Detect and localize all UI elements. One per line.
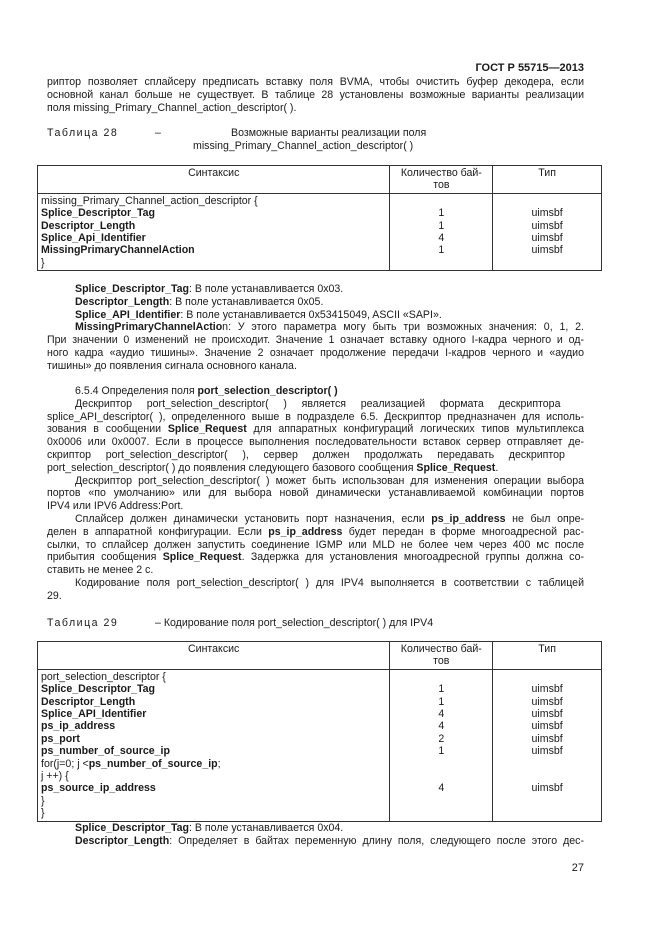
text-line: тишины» до появления сигнала основного канала. (47, 359, 297, 372)
bytes-value: 1 (438, 683, 445, 696)
type-value: uimsbf (531, 732, 563, 745)
syntax-line: Descriptor_Length (41, 219, 136, 232)
text-line: ного кадра «аудио тишины». Значение 2 означает продолжение передачи I-кадров черного и «аудио (47, 346, 584, 359)
page-number: 27 (571, 862, 584, 874)
syntax-run: ps_number_of_source_ip (88, 757, 218, 770)
header-type: Тип (493, 166, 602, 194)
text-line: IPV4 или IPV6 Address:Port. (47, 500, 184, 513)
term: Splice_API_Identifier (75, 308, 181, 321)
text-line: При значении 0 изменений не происходит. Значение 1 означает вставку одного I-кадра черного и од- (47, 334, 584, 347)
bytes-value: 1 (438, 207, 445, 220)
desc-length (47, 296, 584, 309)
term: Splice_Descriptor_Tag (75, 822, 190, 834)
syntax-cell (38, 669, 390, 821)
bytes-value: 4 (438, 782, 445, 795)
header-type: Тип (493, 642, 602, 670)
syntax-cell (38, 193, 390, 270)
syntax-line: port_selection_descriptor { (41, 670, 166, 683)
syntax-line: missing_Primary_Channel_action_descriptor { (41, 194, 258, 207)
bytes-value: 4 (438, 720, 445, 733)
syntax-line: } (41, 794, 45, 807)
syntax-line: Splice_Descriptor_Tag (41, 683, 156, 696)
bytes-value: 1 (438, 745, 445, 758)
syntax-run: ; (217, 757, 221, 770)
bytes-value: 2 (438, 732, 445, 745)
text-run: . (495, 461, 499, 474)
text-line (47, 462, 584, 475)
term: Splice_Request (162, 551, 242, 564)
heading-term: port_selection_descriptor( ) (197, 385, 338, 397)
syntax-line: ps_ip_address (41, 720, 116, 733)
term: ps_ip_address (268, 525, 343, 538)
definition: : В поле устанавливается 0x03. (189, 283, 344, 295)
bytes-value (393, 770, 489, 782)
text-line: 0x0006 или 0x0007. Если в процессе выполнения последовательности вставок сервер отправляет де- (47, 436, 584, 449)
text-line: Кодирование поля port_selection_descriptor( ) для IPV4 выполняется в соответствии с таблицей (75, 576, 584, 589)
syntax-line: Splice_API_Identifier (41, 708, 147, 721)
table-header-row (38, 642, 602, 670)
term: Descriptor_Length (75, 295, 170, 308)
text-run: не был опре- (505, 512, 585, 525)
text-run: зования в сообщении (47, 423, 168, 436)
table-29 (37, 641, 602, 822)
bytes-value (393, 758, 489, 770)
intro-paragraph (47, 76, 584, 114)
syntax-line: Splice_Descriptor_Tag (41, 207, 156, 220)
document-id: ГОСТ Р 55715—2013 (475, 62, 584, 74)
bytes-value (393, 671, 489, 683)
type-value: uimsbf (531, 782, 563, 795)
bytes-cell (390, 669, 493, 821)
table-28-caption (47, 127, 584, 153)
syntax-line: ps_number_of_source_ip (41, 745, 170, 758)
desc-tag (47, 822, 584, 835)
table-29-caption (47, 617, 584, 630)
text-line: риптор позволяет сплайсеру предписать вставку поля BVMA, чтобы очистить буфер декодера, если (47, 76, 584, 88)
type-value (496, 807, 598, 819)
table-body-row (38, 669, 602, 821)
definition: : В поле устанавливается 0x05. (169, 295, 324, 308)
title-line: Возможные варианты реализации поля (231, 127, 427, 139)
header-syntax: Синтаксис (38, 642, 390, 670)
text-line: портов «по умолчанию» или для выбора новой динамически устанавливаемой комбинации портов (47, 487, 584, 500)
text-run: делен в аппаратной конфигурации. Если (47, 525, 269, 538)
type-value: uimsbf (531, 708, 563, 721)
header-bytes: Количество бай-тов (390, 642, 493, 670)
table-28-descriptions (47, 283, 584, 373)
type-value: uimsbf (531, 232, 563, 245)
type-value (496, 758, 598, 770)
text-run: для аппаратных конфигураций логических типов мультиплекса (246, 423, 584, 436)
table-28 (37, 165, 602, 271)
text-line: сылки, то сплайсер должен запустить соединение IGMP или MLD не более чем через 400 мс после (47, 538, 584, 551)
term: Splice_Request (416, 461, 496, 474)
bytes-cell (390, 193, 493, 270)
type-value (496, 195, 598, 207)
heading-text: 6.5.4 Определения поля (75, 385, 198, 397)
text-line (47, 513, 584, 526)
bytes-value: 4 (438, 708, 445, 721)
text-line: Дескриптор port_selection_descriptor( ) может быть использован для изменения операции выбора (75, 474, 584, 487)
bytes-value (393, 257, 489, 269)
definition: : Определяет в байтах переменную длину поля, следующего после этого дес- (169, 834, 584, 847)
type-value (496, 770, 598, 782)
text-line: поля missing_Primary_Channel_action_descriptor( ). (47, 101, 297, 114)
syntax-line: ps_source_ip_address (41, 782, 156, 795)
text-line (47, 551, 584, 564)
desc-tag (47, 283, 584, 296)
text-run: . Задержка для установления многоадресной группы должна со- (241, 551, 584, 564)
type-value (496, 257, 598, 269)
table-title (193, 127, 426, 153)
definition: : В поле устанавливается 0x04. (189, 822, 344, 834)
syntax-line: ps_port (41, 732, 80, 745)
table-header-row (38, 166, 602, 194)
bytes-value (393, 795, 489, 807)
text-line: скриптор port_selection_descriptor( ), сервер должен продолжать передавать дескриптор (47, 448, 565, 461)
type-value: uimsbf (531, 695, 563, 708)
type-value: uimsbf (531, 745, 563, 758)
title-line: missing_Primary_Channel_action_descriptor( ) (193, 139, 414, 152)
caption-dash: – (155, 127, 161, 139)
term: Descriptor_Length (75, 834, 170, 847)
type-cell (493, 669, 602, 821)
bytes-value (393, 807, 489, 819)
header-bytes: Количество бай-тов (390, 166, 493, 194)
syntax-run: for(j=0; j < (41, 757, 89, 770)
syntax-line: MissingPrimaryChannelAction (41, 244, 195, 257)
syntax-line: } (41, 256, 45, 269)
table-title: – Кодирование поля port_selection_descriptor( ) для IPV4 (155, 617, 434, 629)
text-line (47, 526, 584, 539)
syntax-line: Splice_Api_Identifier (41, 232, 146, 245)
table-body-row (38, 193, 602, 270)
term: Splice_Descriptor_Tag (75, 283, 190, 295)
text-line: основной канал больше не существует. В таблице 28 установлены возможные варианты реализации (47, 88, 584, 101)
type-value (496, 671, 598, 683)
syntax-line (41, 758, 386, 770)
type-cell (493, 193, 602, 270)
bytes-value: 1 (438, 219, 445, 232)
bytes-value: 1 (438, 695, 445, 708)
header-syntax: Синтаксис (38, 166, 390, 194)
term: ps_ip_address (431, 512, 506, 525)
bytes-value: 1 (438, 244, 445, 257)
type-value: uimsbf (531, 244, 563, 257)
type-value: uimsbf (531, 720, 563, 733)
text-line: 29. (47, 589, 62, 602)
section-heading (47, 385, 584, 398)
definition: : В поле устанавливается 0x53415049, ASCII «SAPI». (180, 308, 442, 321)
syntax-line: j ++) { (41, 770, 69, 783)
type-value: uimsbf (531, 207, 563, 220)
type-value: uimsbf (531, 683, 563, 696)
text-run: будет передан в форме многоадресной рас- (342, 525, 584, 538)
text-run: port_selection_descriptor( ) до появления следующего базового сообщения (47, 461, 417, 474)
syntax-line: } (41, 807, 45, 820)
text-line: splice_API_descriptor( ), определенного выше в подразделе 6.5. Дескриптор предназначен для исполь- (47, 410, 584, 423)
table-label: Таблица 28 (47, 127, 119, 139)
bytes-value (393, 195, 489, 207)
syntax-line: Descriptor_Length (41, 695, 136, 708)
term: Splice_Request (167, 423, 247, 436)
table-29-descriptions (47, 822, 584, 848)
type-value: uimsbf (531, 219, 563, 232)
table-label: Таблица 29 (47, 617, 119, 629)
text-run: Сплайсер должен динамически установить порт назначения, если (75, 512, 432, 525)
desc-api (47, 309, 584, 322)
type-value (496, 795, 598, 807)
section-6-5-4 (47, 385, 584, 603)
text-line: Дескриптор port_selection_descriptor( ) является реализацией формата дескриптора (75, 397, 561, 410)
text-line (47, 423, 584, 436)
text-run: прибытия сообщения (47, 551, 163, 564)
text-line: ставить не менее 2 с. (47, 564, 154, 577)
desc-length (47, 835, 584, 848)
desc-mpca (47, 321, 584, 334)
bytes-value: 4 (438, 232, 445, 245)
term: MissingPrimaryChannelActio (75, 321, 223, 334)
definition: n: У этого параметра могу быть три возможных значения: 0, 1, 2. (222, 321, 584, 334)
